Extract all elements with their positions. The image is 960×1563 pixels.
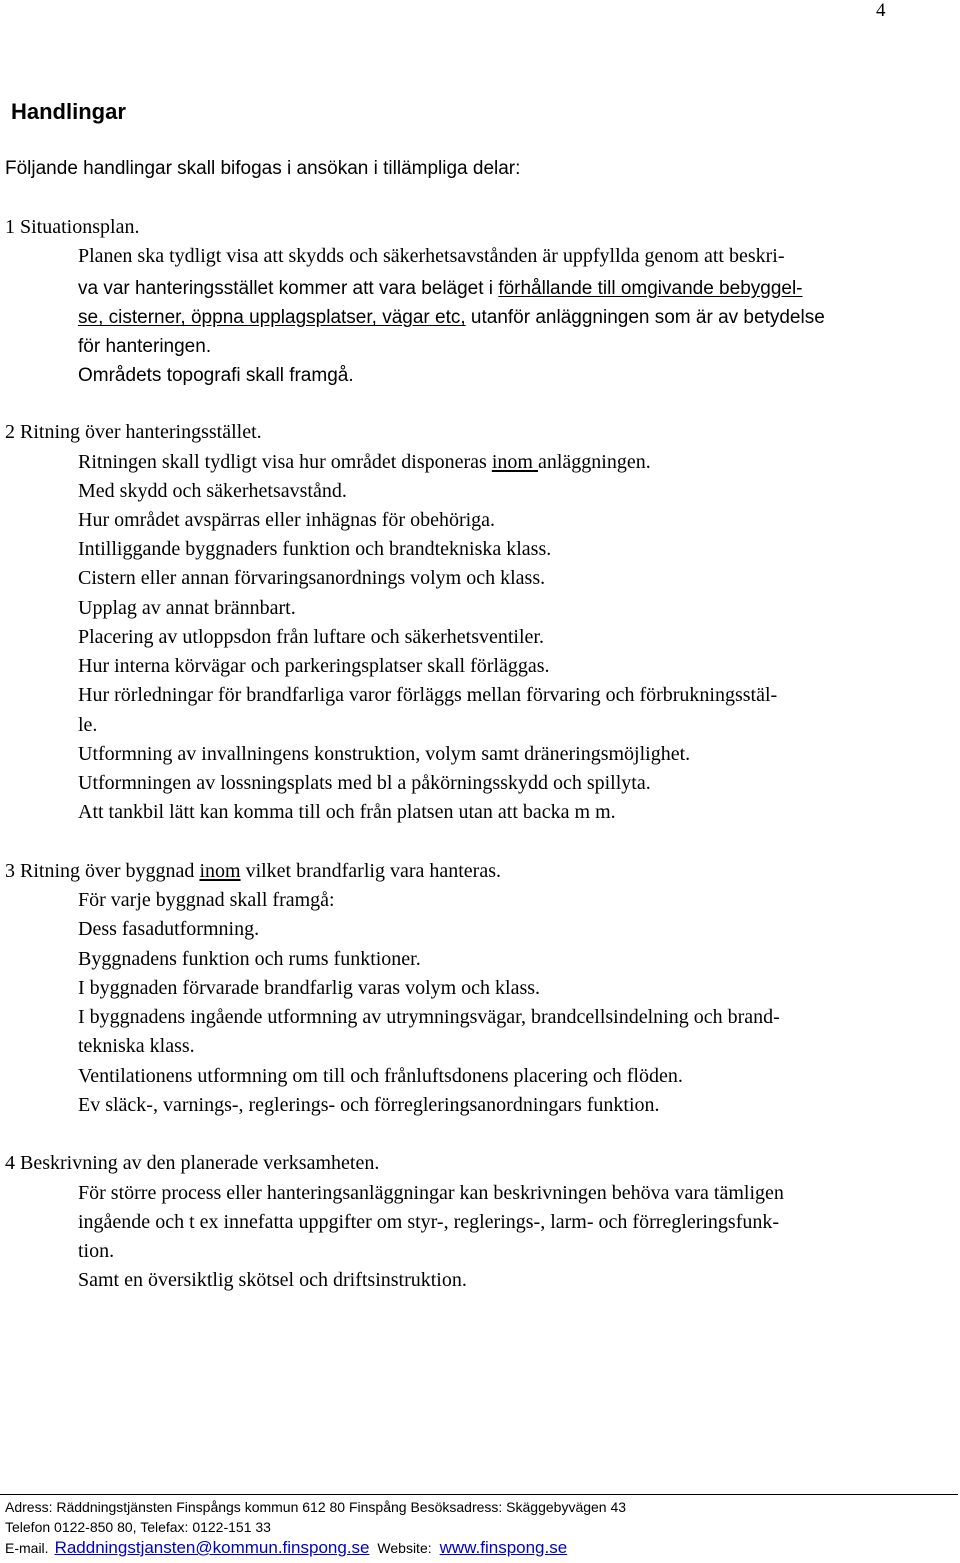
section-2-line: le. (78, 714, 98, 736)
section-2-title: 2 Ritning över hanteringsstället. (5, 421, 262, 443)
section-2-line: Utformning av invallningens konstruktion, volym samt dräneringsmöjlighet. (78, 743, 691, 765)
website-label: Website: (377, 1540, 432, 1556)
section-4-line: För större process eller hanteringsanläggningar kan beskrivningen behöva vara tämligen (78, 1182, 784, 1204)
email-label: E-mail. (5, 1540, 49, 1556)
section-1-title: 1 Situationsplan. (5, 216, 140, 238)
section-3-line: tekniska klass. (78, 1035, 195, 1057)
section-2-line: Utformningen av lossningsplats med bl a påkörningsskydd och spillyta. (78, 772, 651, 794)
footer-divider (0, 1494, 958, 1495)
section-2-line: Hur rörledningar för brandfarliga varor förläggs mellan förvaring och förbrukningsstäl- (78, 684, 778, 706)
section-3-line: I byggnadens ingående utformning av utrymningsvägar, brandcellsindelning och brand- (78, 1006, 780, 1028)
section-2-line: Hur interna körvägar och parkeringsplatser skall förläggas. (78, 655, 550, 677)
section-2-line: Placering av utloppsdon från luftare och säkerhetsventiler. (78, 626, 544, 648)
section-3-line: Ev släck-, varnings-, reglerings- och förregleringsanordningars funktion. (78, 1094, 660, 1116)
section-3-line: Byggnadens funktion och rums funktioner. (78, 948, 421, 970)
section-2-line: Att tankbil lätt kan komma till och från platsen utan att backa m m. (78, 801, 616, 823)
section-4-line: Samt en översiktlig skötsel och driftsinstruktion. (78, 1269, 467, 1291)
website-link[interactable]: www.finspong.se (439, 1538, 568, 1557)
section-2-line: Ritningen skall tydligt visa hur området disponeras inom anläggningen. (78, 451, 651, 473)
section-3-line: För varje byggnad skall framgå: (78, 889, 335, 911)
intro-text: Följande handlingar skall bifogas i ansökan i tillämpliga delar: (5, 158, 521, 179)
footer-phone: Telefon 0122-850 80, Telefax: 0122-151 33 (5, 1519, 271, 1535)
section-3-line: Dess fasadutformning. (78, 918, 260, 940)
page-title: Handlingar (11, 99, 126, 124)
section-2-line: Upplag av annat brännbart. (78, 597, 296, 619)
footer-address: Adress: Räddningstjänsten Finspångs kommun 612 80 Finspång Besöksadress: Skäggebyvägen 43 (5, 1499, 627, 1515)
section-4-line: tion. (78, 1240, 115, 1262)
section-2-line: Hur området avspärras eller inhägnas för obehöriga. (78, 509, 496, 531)
section-2-line: Cistern eller annan förvaringsanordnings volym och klass. (78, 567, 546, 589)
section-1-line: för hanteringen. (78, 336, 212, 357)
section-1-line: va var hanteringsstället kommer att vara beläget i förhållande till omgivande bebyggel- (78, 278, 803, 299)
section-3-title: 3 Ritning över byggnad inom vilket brandfarlig vara hanteras. (5, 860, 502, 882)
page-number: 4 (876, 0, 886, 21)
section-3-line: I byggnaden förvarade brandfarlig varas volym och klass. (78, 977, 541, 999)
section-1-line: Områdets topografi skall framgå. (78, 365, 354, 386)
email-link[interactable]: Raddningstjansten@kommun.finspong.se (54, 1538, 370, 1557)
section-1-line: Planen ska tydligt visa att skydds och säkerhetsavstånden är uppfyllda genom att beskri- (78, 245, 785, 267)
section-1-line: se, cisterner, öppna upplagsplatser, vägar etc, utanför anläggningen som är av betydelse (78, 307, 825, 328)
section-2-line: Med skydd och säkerhetsavstånd. (78, 480, 347, 502)
section-2-line: Intilliggande byggnaders funktion och brandtekniska klass. (78, 538, 552, 560)
footer-contact (5, 1538, 567, 1558)
section-3-line: Ventilationens utformning om till och frånluftsdonens placering och flöden. (78, 1065, 683, 1087)
section-4-title: 4 Beskrivning av den planerade verksamheten. (5, 1152, 380, 1174)
section-4-line: ingående och t ex innefatta uppgifter om styr-, reglerings-, larm- och förregleringsfunk- (78, 1211, 780, 1233)
